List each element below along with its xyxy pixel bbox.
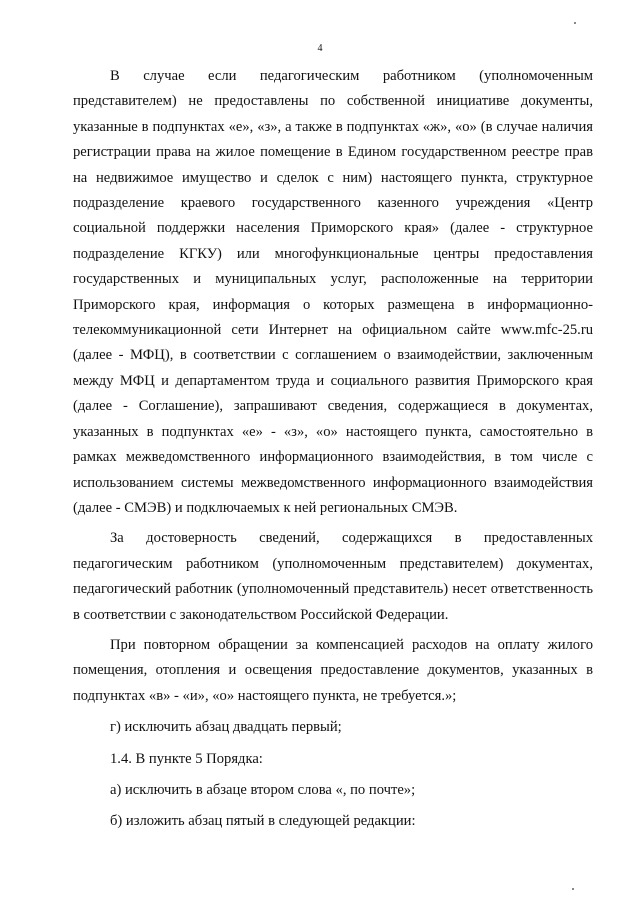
item-g: г) исключить абзац двадцать первый; xyxy=(110,719,342,736)
item-b: б) изложить абзац пятый в следующей редакции: xyxy=(110,813,416,830)
item-1-4: 1.4. В пункте 5 Порядка: xyxy=(110,750,263,767)
scan-speck xyxy=(572,888,574,890)
paragraph-documents-request: В случае если педагогическим работником (уполномоченным представителем) не предоставлены по собственной инициативе документы, указанные в подпунктах «е», «з», а также в подпунктах «ж», «о» (в случае наличия регистрации права на жилое помещение в Едином государственном реестре прав на недвижимое имущество и сделок с ним) настоящего пункта, структурное подразделение краевого государственного казенного учреждения «Центр социальной поддержки населения Приморского края» (далее - структурное подразделение КГКУ) или многофункциональные центры предоставления государственных и муниципальных услуг, расположенные на территории Приморского края, информация о которых размещена в информационно-телекоммуникационной сети Интернет на официальном сайте www.mfc-25.ru (далее - МФЦ), в соответствии с соглашением о взаимодействии, заключенным между МФЦ и департаментом труда и социального развития Приморского края (далее - Соглашение), запрашивают сведения, содержащиеся в документах, указанных в подпунктах «е» - «з», «о» настоящего пункта, самостоятельно в рамках межведомственного информационного взаимодействия, в том числе с использованием системы межведомственного информационного взаимодействия (далее - СМЭВ) и подключаемых к ней региональных СМЭВ. xyxy=(73,68,593,516)
paragraph-responsibility: За достоверность сведений, содержащихся в предоставленных педагогическим работником (уполномоченным представителем) документах, педагогический работник (уполномоченный представитель) несет ответственность в соответствии с законодательством Российской Федерации. xyxy=(73,530,593,623)
scan-speck xyxy=(574,22,576,24)
item-a: а) исключить в абзаце втором слова «, по почте»; xyxy=(110,781,416,798)
paragraph-repeat-application: При повторном обращении за компенсацией расходов на оплату жилого помещения, отопления и освещения предоставление документов, указанных в подпунктах «в» - «и», «о» настоящего пункта, не требуется.»; xyxy=(73,636,593,704)
document-body xyxy=(73,64,593,835)
page-number: 4 xyxy=(317,43,323,54)
